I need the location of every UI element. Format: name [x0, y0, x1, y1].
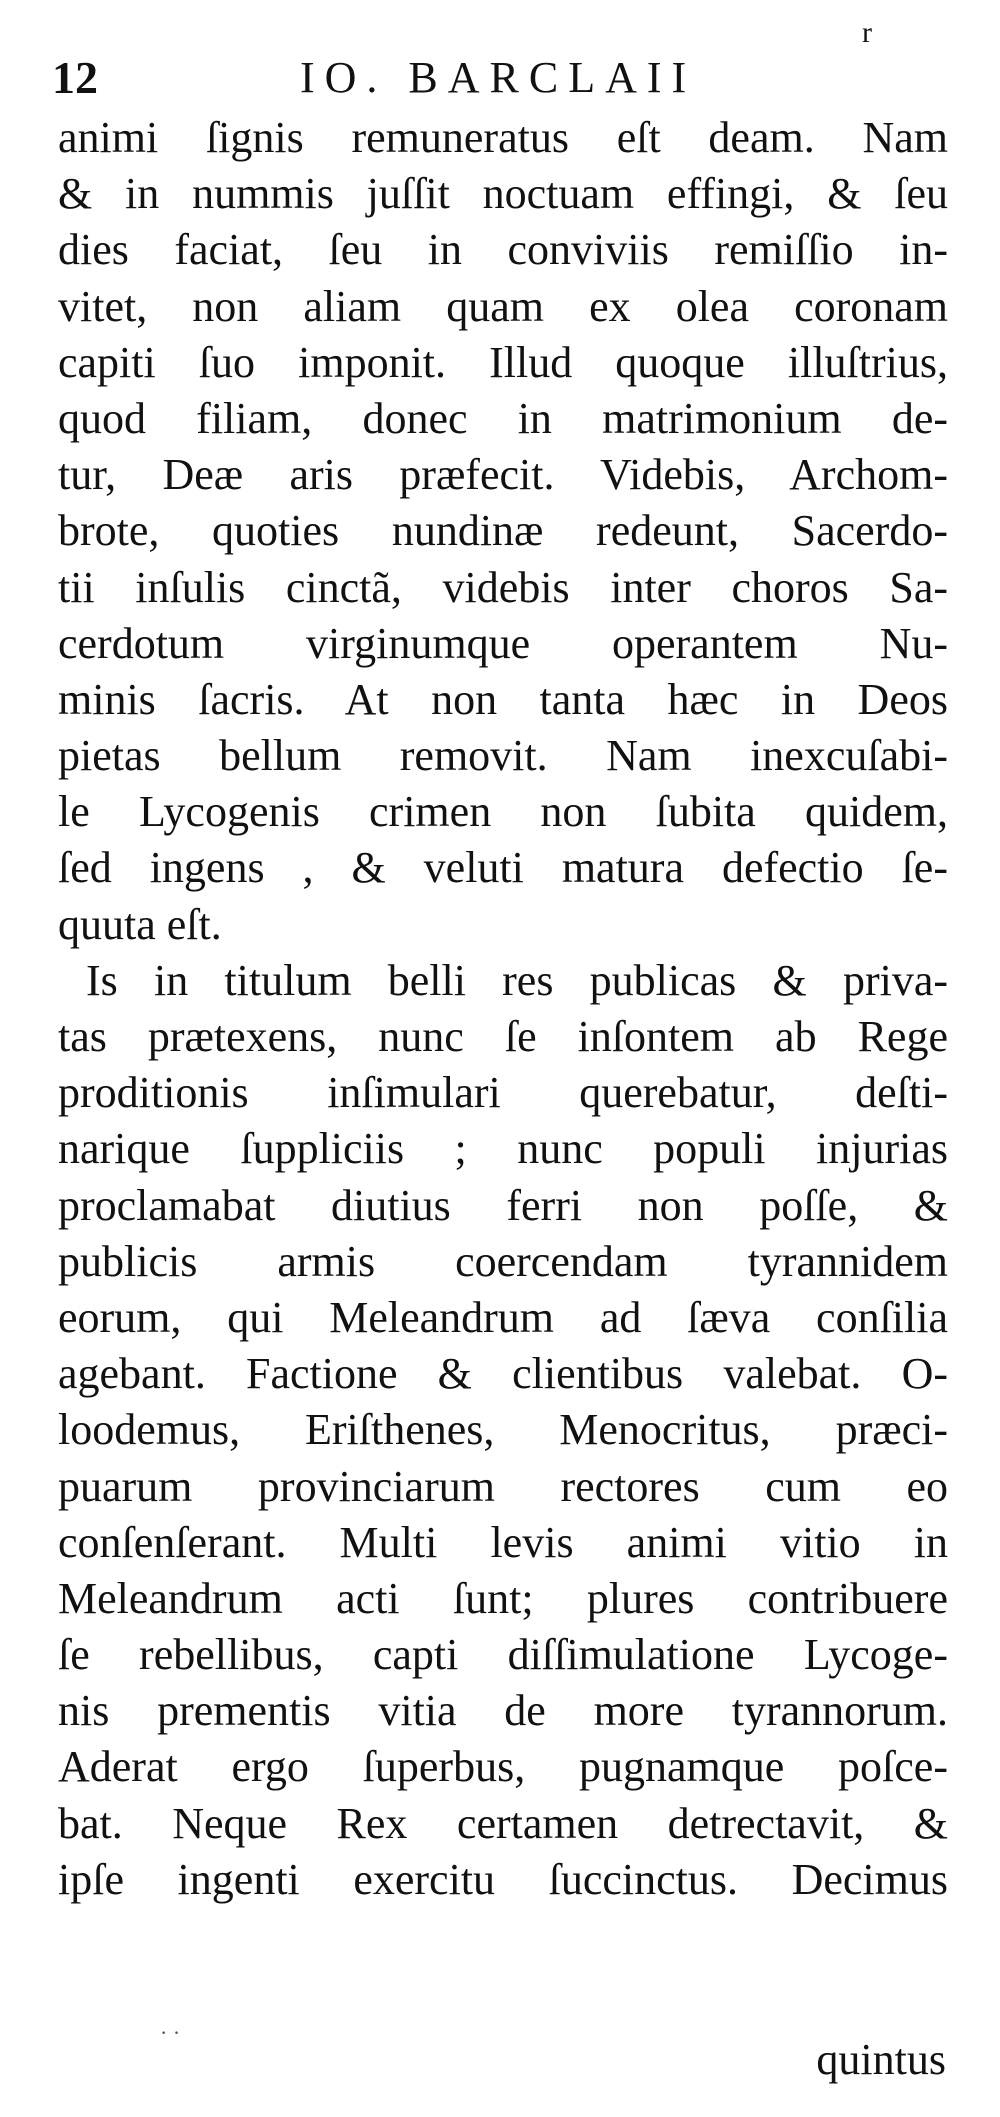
text-line: conſenſerant. Multi levis animi vitio in: [58, 1517, 948, 1567]
text-line: quod filiam, donec in matrimonium de-: [58, 393, 948, 443]
text-line: bat. Neque Rex certamen detrectavit, &: [58, 1798, 948, 1848]
text-line: proditionis inſimulari querebatur, deſti-: [58, 1068, 948, 1118]
corner-mark: r: [862, 16, 872, 49]
running-head: [52, 48, 952, 108]
text-line: narique ſuppliciis ; nunc populi injurias: [58, 1124, 948, 1174]
page-number: 12: [52, 52, 98, 103]
text-line: puarum provinciarum rectores cum eo: [58, 1461, 948, 1511]
text-line: ipſe ingenti exercitu ſuccinctus. Decimus: [58, 1854, 948, 1904]
text-line: minis ſacris. At non tanta hæc in Deos: [58, 674, 948, 724]
text-line: cerdotum virginumque operantem Nu-: [58, 618, 948, 668]
text-line: animi ſignis remuneratus eſt deam. Nam: [58, 113, 948, 162]
ink-specks: · ·: [160, 2020, 181, 2045]
text-line: tur, Deæ aris præfecit. Videbis, Archom-: [58, 450, 948, 500]
text-line: dies faciat, ſeu in conviviis remiſſio in-: [58, 225, 948, 275]
text-line: pietas bellum removit. Nam inexcuſabi-: [58, 731, 948, 781]
text-line: loodemus, Eriſthenes, Menocritus, præci-: [58, 1405, 948, 1455]
body-text: [58, 110, 948, 1908]
text-line: ſe rebellibus, capti diſſimulatione Lycoge-: [58, 1630, 948, 1680]
running-title: IO. BARCLAII: [300, 53, 697, 102]
text-line: proclamabat diutius ferri non poſſe, &: [58, 1180, 948, 1230]
text-line: ſed ingens , & veluti matura defectio ſe-: [58, 843, 948, 893]
text-line: & in nummis juſſit noctuam effingi, & ſeu: [58, 169, 948, 219]
text-line: eorum, qui Meleandrum ad ſæva conſilia: [58, 1292, 948, 1342]
text-line: vitet, non aliam quam ex olea coronam: [58, 281, 948, 331]
catchword: quintus: [816, 2035, 946, 2084]
text-line: le Lycogenis crimen non ſubita quidem,: [58, 787, 948, 837]
text-line: tii inſulis cinctã, videbis inter choros Sa-: [58, 562, 948, 612]
text-line: Meleandrum acti ſunt; plures contribuere: [58, 1573, 948, 1623]
paragraph-start-line: Is in titulum belli res publicas & priva-: [86, 955, 948, 1005]
text-line: Aderat ergo ſuperbus, pugnamque poſce-: [58, 1742, 948, 1792]
text-line: nis prementis vitia de more tyrannorum.: [58, 1686, 948, 1736]
text-line: publicis armis coercendam tyrannidem: [58, 1236, 948, 1286]
text-line: capiti ſuo imponit. Illud quoque illuſtrius,: [58, 337, 948, 387]
text-line: brote, quoties nundinæ redeunt, Sacerdo-: [58, 506, 948, 556]
text-line: quuta eſt.: [58, 899, 222, 949]
text-line: agebant. Factione & clientibus valebat. O-: [58, 1349, 948, 1399]
text-line: tas prætexens, nunc ſe inſontem ab Rege: [58, 1012, 948, 1061]
